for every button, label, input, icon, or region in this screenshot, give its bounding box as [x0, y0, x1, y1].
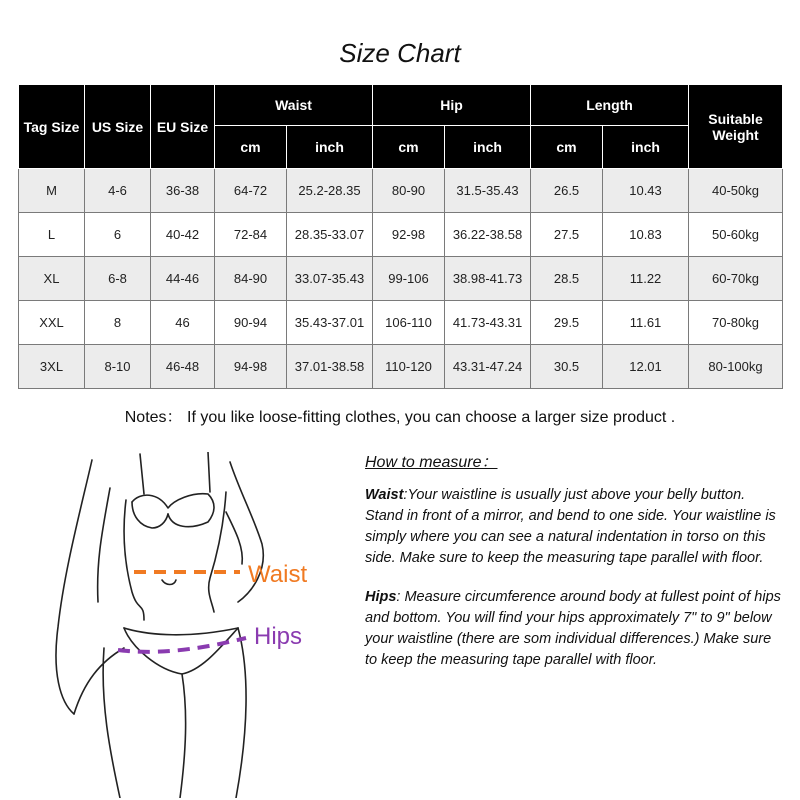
- cell-eu-size: 46: [151, 301, 215, 345]
- table-row: [19, 213, 783, 257]
- cell-tag-size: L: [19, 213, 85, 257]
- cell-eu-size: 36-38: [151, 169, 215, 213]
- cell-weight: 80-100kg: [689, 345, 783, 389]
- cell-hip-cm: 106-110: [373, 301, 445, 345]
- cell-hip-inch: 31.5-35.43: [445, 169, 531, 213]
- cell-us-size: 6-8: [85, 257, 151, 301]
- cell-hip-cm: 92-98: [373, 213, 445, 257]
- cell-tag-size: M: [19, 169, 85, 213]
- cell-hip-cm: 110-120: [373, 345, 445, 389]
- cell-hip-cm: 99-106: [373, 257, 445, 301]
- cell-us-size: 6: [85, 213, 151, 257]
- hips-instructions-text: : Measure circumference around body at fullest point of hips and bottom. You will find your hips approximately 7" to 9" below your waistline (there are som individual differences.) Make sure to keep the measuring tape parallel with floor.: [365, 589, 781, 668]
- cell-waist-inch: 33.07-35.43: [287, 257, 373, 301]
- how-to-measure-heading: How to measure：: [365, 454, 498, 471]
- hips-instructions-label: Hips: [365, 589, 397, 605]
- cell-hip-inch: 38.98-41.73: [445, 257, 531, 301]
- waist-instructions-text: :Your waistline is usually just above your belly button. Stand in front of a mirror, and bend to one side. Your waistline is simply where you can see a natural indentation in torso on this side. Make sure to keep the measuring tape parallel with floor.: [365, 487, 776, 566]
- size-table: [18, 84, 783, 389]
- table-row: [19, 257, 783, 301]
- header-suitable-weight: Suitable Weight: [689, 85, 783, 169]
- cell-length-cm: 30.5: [531, 345, 603, 389]
- cell-tag-size: 3XL: [19, 345, 85, 389]
- header-hip: Hip: [373, 85, 531, 126]
- header-length-cm: cm: [531, 126, 603, 169]
- waist-label: Waist: [248, 561, 308, 588]
- cell-waist-inch: 35.43-37.01: [287, 301, 373, 345]
- cell-length-cm: 28.5: [531, 257, 603, 301]
- table-row: [19, 301, 783, 345]
- cell-length-cm: 29.5: [531, 301, 603, 345]
- cell-us-size: 4-6: [85, 169, 151, 213]
- cell-length-inch: 11.61: [603, 301, 689, 345]
- header-hip-cm: cm: [373, 126, 445, 169]
- header-us-size: US Size: [85, 85, 151, 169]
- cell-weight: 40-50kg: [689, 169, 783, 213]
- body-measurement-figure: [40, 452, 340, 798]
- cell-length-cm: 26.5: [531, 169, 603, 213]
- page-title: Size Chart: [339, 38, 461, 68]
- cell-waist-cm: 84-90: [215, 257, 287, 301]
- cell-eu-size: 46-48: [151, 345, 215, 389]
- header-waist-cm: cm: [215, 126, 287, 169]
- cell-eu-size: 40-42: [151, 213, 215, 257]
- table-row: [19, 345, 783, 389]
- waist-instructions: [365, 485, 785, 569]
- header-eu-size: EU Size: [151, 85, 215, 169]
- cell-hip-cm: 80-90: [373, 169, 445, 213]
- header-waist: Waist: [215, 85, 373, 126]
- waist-instructions-label: Waist: [365, 487, 404, 503]
- header-tag-size: Tag Size: [19, 85, 85, 169]
- header-length: Length: [531, 85, 689, 126]
- cell-eu-size: 44-46: [151, 257, 215, 301]
- cell-length-inch: 12.01: [603, 345, 689, 389]
- cell-waist-inch: 37.01-38.58: [287, 345, 373, 389]
- cell-us-size: 8-10: [85, 345, 151, 389]
- cell-waist-cm: 72-84: [215, 213, 287, 257]
- cell-length-inch: 11.22: [603, 257, 689, 301]
- cell-tag-size: XL: [19, 257, 85, 301]
- cell-weight: 70-80kg: [689, 301, 783, 345]
- hips-instructions: [365, 587, 785, 671]
- cell-hip-inch: 43.31-47.24: [445, 345, 531, 389]
- cell-waist-inch: 28.35-33.07: [287, 213, 373, 257]
- hips-label: Hips: [254, 623, 303, 650]
- cell-waist-cm: 94-98: [215, 345, 287, 389]
- header-length-inch: inch: [603, 126, 689, 169]
- cell-waist-cm: 90-94: [215, 301, 287, 345]
- header-waist-inch: inch: [287, 126, 373, 169]
- table-row: [19, 169, 783, 213]
- cell-waist-cm: 64-72: [215, 169, 287, 213]
- notes-text: Notes： If you like loose-fitting clothes, you can choose a larger size product .: [124, 409, 676, 426]
- cell-length-inch: 10.43: [603, 169, 689, 213]
- cell-us-size: 8: [85, 301, 151, 345]
- cell-hip-inch: 36.22-38.58: [445, 213, 531, 257]
- cell-waist-inch: 25.2-28.35: [287, 169, 373, 213]
- cell-length-cm: 27.5: [531, 213, 603, 257]
- cell-weight: 50-60kg: [689, 213, 783, 257]
- cell-length-inch: 10.83: [603, 213, 689, 257]
- cell-tag-size: XXL: [19, 301, 85, 345]
- header-hip-inch: inch: [445, 126, 531, 169]
- cell-hip-inch: 41.73-43.31: [445, 301, 531, 345]
- cell-weight: 60-70kg: [689, 257, 783, 301]
- how-to-measure-section: [365, 452, 785, 689]
